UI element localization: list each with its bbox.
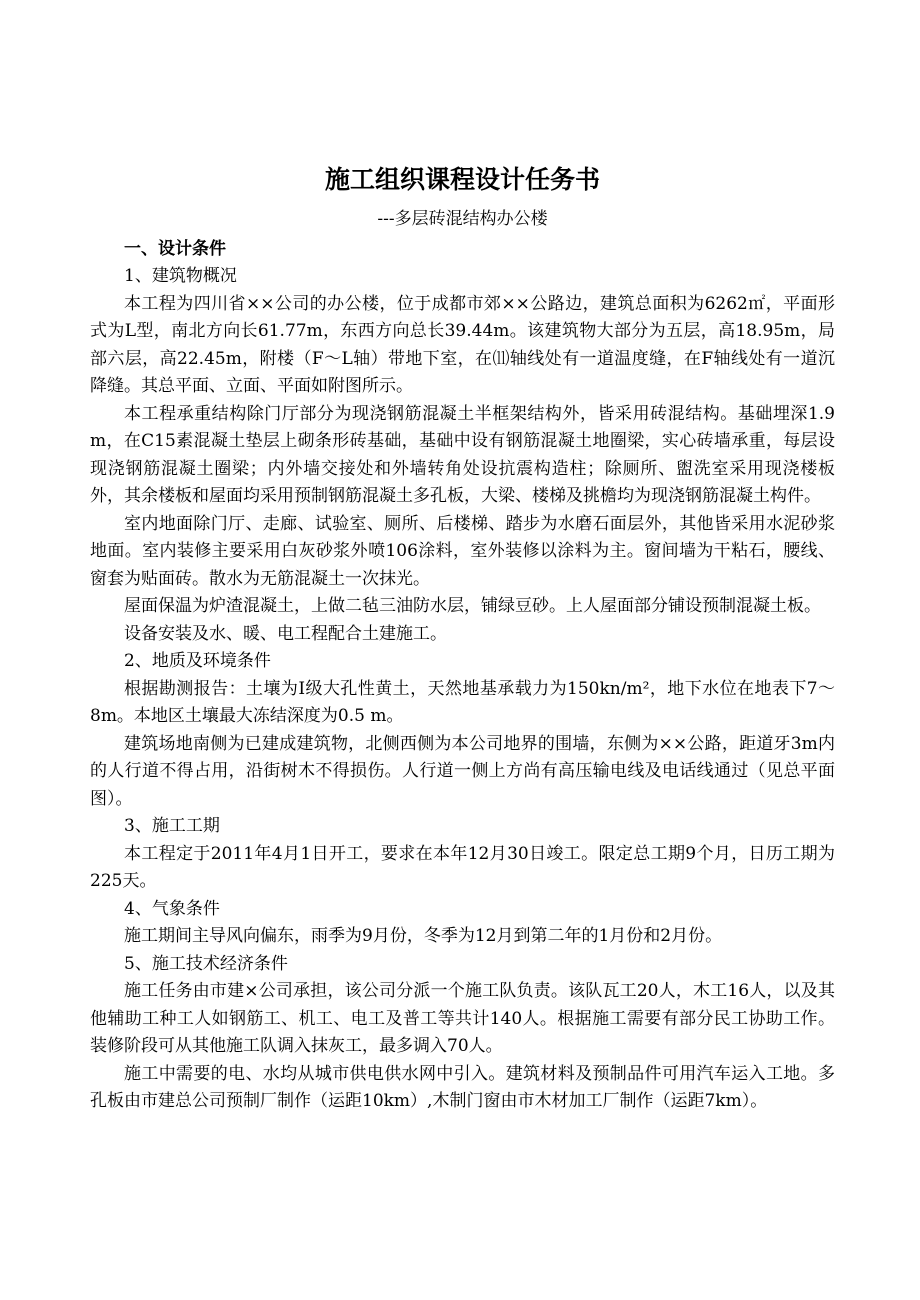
subsection-heading-geology: 2、地质及环境条件 — [124, 651, 271, 671]
paragraph: 施工中需要的电、水均从城市供电供水网中引入。建筑材料及预制品件可用汽车运入工地。多孔板由市建总公司预制厂制作（运距10km）,木制门窗由市木材加工厂制作（运距7km）。 — [90, 1063, 835, 1111]
paragraph: 设备安装及水、暖、电工程配合土建施工。 — [124, 623, 447, 644]
paragraph: 根据勘测报告：土壤为Ⅰ级大孔性黄土，天然地基承载力为150kn/m²，地下水位在地表下7～8m。本地区土壤最大冻结深度为0.5 m。 — [90, 678, 835, 726]
subsection-heading-schedule: 3、施工工期 — [124, 816, 220, 836]
paragraph: 建筑场地南侧为已建成建筑物，北侧西侧为本公司地界的围墙，东侧为××公路，距道牙3m内的人行道不得占用，沿街树木不得损伤。人行道一侧上方尚有高压输电线及电话线通过（见总平面图）。 — [90, 733, 835, 809]
paragraph: 施工期间主导风向偏东，雨季为9月份，冬季为12月到第二年的1月份和2月份。 — [124, 926, 723, 946]
paragraph: 屋面保温为炉渣混凝土，上做二毡三油防水层，铺绿豆砂。上人屋面部分铺设预制混凝土板。 — [124, 596, 821, 616]
subsection-heading-weather: 4、气象条件 — [124, 898, 220, 919]
paragraph: 本工程为四川省××公司的办公楼，位于成都市郊××公路边，建筑总面积为6262㎡，平面形式为L型，南北方向长61.77m，东西方向总长39.44m。该建筑物大部分为五层，高18.95m，局部六层，高22.45m，附楼（F～L轴）带地下室，在⑾轴线处有一道温度缝，在F轴线处有一道沉降缝。其总平面、立面、平面如附图所示。 — [90, 293, 835, 396]
section-heading-design-conditions: 一、设计条件 — [124, 238, 226, 259]
paragraph: 本工程定于2011年4月1日开工，要求在本年12月30日竣工。限定总工期9个月，日历工期为225天。 — [90, 843, 835, 891]
document-subtitle: ---多层砖混结构办公楼 — [377, 209, 548, 229]
paragraph: 施工任务由市建×公司承担，该公司分派一个施工队负责。该队瓦工20人，木工16人，以及其他辅助工种工人如钢筋工、机工、电工及普工等共计140人。根据施工需要有部分民工协助工作。装修阶段可从其他施工队调入抹灰工，最多调入70人。 — [90, 981, 835, 1056]
paragraph: 本工程承重结构除门厅部分为现浇钢筋混凝土半框架结构外，皆采用砖混结构。基础埋深1.9 m，在C15素混凝土垫层上砌条形砖基础，基础中设有钢筋混凝土地圈梁，实心砖墙承重，每层设现浇钢筋混凝土圈梁；内外墙交接处和外墙转角处设抗震构造柱；除厕所、盥洗室采用现浇楼板外，其余楼板和屋面均采用预制钢筋混凝土多孔板，大梁、楼梯及挑檐均为现浇钢筋混凝土构件。 — [90, 403, 835, 506]
subsection-heading-building-overview: 1、建筑物概况 — [124, 266, 237, 286]
document-title: 施工组织课程设计任务书 — [324, 165, 600, 194]
document-page — [90, 150, 835, 1116]
subsection-heading-tech-economic: 5、施工技术经济条件 — [124, 953, 288, 974]
paragraph: 室内地面除门厅、走廊、试验室、厕所、后楼梯、踏步为水磨石面层外，其他皆采用水泥砂浆地面。室内装修主要采用白灰砂浆外喷106涂料，室外装修以涂料为主。窗间墙为干粘石，腰线、窗套为贴面砖。散水为无筋混凝土一次抹光。 — [90, 513, 835, 589]
